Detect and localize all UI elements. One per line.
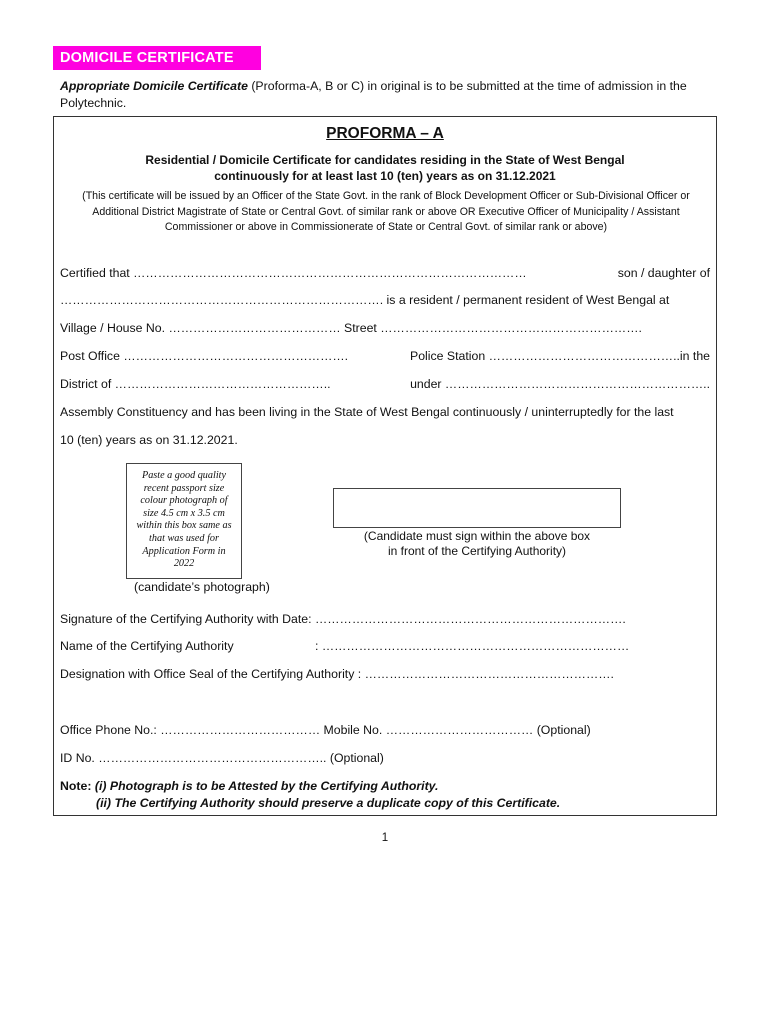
designation-line: Designation with Office Seal of the Certifying Authority : ……………………………………………………. [60, 667, 614, 681]
id-line: ID No. ……………………………………………….. (Optional) [60, 751, 384, 765]
photo-box [126, 463, 242, 579]
certified-that-line [60, 265, 710, 281]
years-line: 10 (ten) years as on 31.12.2021. [60, 433, 238, 447]
intro-bold: Appropriate Domicile Certificate [60, 79, 248, 93]
note-item-1: (i) Photograph is to be Attested by the Certifying Authority. [94, 779, 439, 793]
note-label: Note: [60, 779, 92, 793]
authority-name-label: Name of the Certifying Authority [60, 639, 234, 653]
district-field: District of …………………………………………….. [60, 377, 331, 391]
issuing-officer-note: (This certificate will be issued by an Officer of the State Govt. in the rank of Block Development Officer or Sub-Divisional Officer or Additional District Magistrate of State or Central Govt. of similar rank or above OR Executive Officer of Municipality / Assistant Commissioner or above in Commissionerate of State or Central Govt. of similar rank or above) [82, 190, 690, 233]
son-daughter-label: son / daughter of [617, 266, 710, 280]
under-field: under ……………………………………………………….. [410, 377, 710, 391]
subtitle-line-2: continuously for at least last 10 (ten) years as on 31.12.2021 [214, 169, 556, 183]
subtitle-line-1: Residential / Domicile Certificate for candidates residing in the State of West Bengal [145, 153, 625, 167]
proforma-subtitle [53, 152, 717, 184]
assembly-line: Assembly Constituency and has been living in the State of West Bengal continuously / uninterruptedly for the last [60, 405, 674, 419]
intro-text [60, 78, 715, 112]
authority-name-field: : ………………………………………………………………… [315, 639, 630, 653]
proforma-title: PROFORMA – A [326, 125, 444, 142]
post-office-line [60, 348, 710, 364]
note-line-2 [60, 795, 560, 812]
parent-resident-line: ……………………………………………………………………. is a resident / permanent resident of West Bengal at [60, 293, 670, 307]
signature-box [333, 488, 621, 528]
phone-line: Office Phone No.: ………………………………… Mobile No. ……………………………… (Optional) [60, 723, 591, 737]
signature-caption-line-2: in front of the Certifying Authority) [387, 543, 567, 558]
photo-instructions: Paste a good quality recent passport size colour photograph of size 4.5 cm x 3.5 cm within this box same as that was used for Application Form in 2022 [136, 470, 232, 570]
section-badge: DOMICILE CERTIFICATE [53, 46, 261, 70]
authority-name-line [60, 638, 710, 654]
intro-rest: (Proforma-A, B or C) in original is to be submitted at the time of admission in the Polytechnic. [60, 79, 687, 110]
district-line [60, 376, 710, 392]
signature-caption-line-1: (Candidate must sign within the above box [363, 529, 591, 543]
page-number: 1 [381, 832, 389, 844]
post-office-field: Post Office ………………………………………………. [60, 349, 349, 363]
village-street-line: Village / House No. …………………………………… Street ………………………………………………………. [60, 321, 642, 335]
police-station-field: Police Station ………………………………………..in the [410, 349, 710, 363]
note-item-2: (ii) The Certifying Authority should preserve a duplicate copy of this Certificate. [96, 796, 561, 810]
photo-caption: (candidate’s photograph) [134, 580, 270, 594]
certified-name-field: Certified that …………………………………………………………………………………… [60, 266, 527, 280]
note-line-1 [60, 778, 560, 795]
note-block [60, 778, 560, 812]
authority-signature-line: Signature of the Certifying Authority with Date: …………………………………………………………………. [60, 612, 626, 626]
signature-caption [333, 529, 621, 558]
